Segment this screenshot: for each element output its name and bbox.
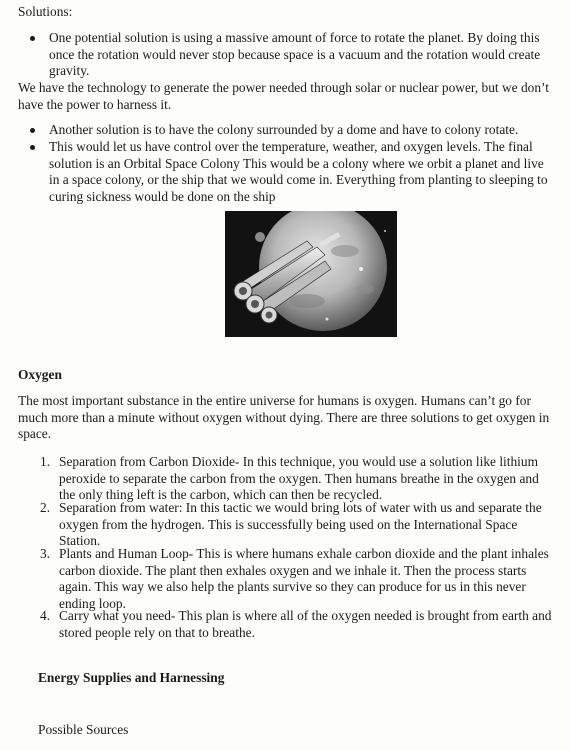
solution-bullet-3 [30, 139, 552, 205]
bullet-icon [30, 145, 35, 150]
possible-sources-label: Possible Sources [38, 722, 129, 737]
bullet-icon [30, 128, 35, 133]
oxygen-intro: The most important substance in the entire universe for humans is oxygen. Humans can’t go for much more than a minute without oxygen without dying. There are three solutions to get oxygen in space. [18, 393, 550, 442]
oxygen-list-item-1 [40, 454, 552, 504]
solution-bullet-1 [30, 30, 552, 80]
list-item-text: Separation from Carbon Dioxide- In this technique, you would use a solution like lithium peroxide to separate the carbon from the oxygen. Then humans breathe in the oxygen and the only thing left is the carbon, which can then be recycled. [59, 454, 539, 503]
oxygen-list-item-2 [40, 500, 552, 550]
oxygen-list-item-4 [40, 608, 552, 641]
oxygen-heading: Oxygen [18, 367, 62, 382]
list-number: 4. [40, 608, 51, 623]
solution-bullet-2 [30, 122, 552, 139]
solutions-paragraph: We have the technology to generate the power needed through solar or nuclear power, but we don’t have the power to harness it. [18, 80, 549, 112]
bullet-icon [30, 36, 35, 41]
solutions-heading: Solutions: [18, 4, 73, 19]
moon [255, 232, 265, 242]
space-colony-image [225, 211, 397, 337]
spaceship-planet-illustration [225, 211, 397, 337]
energy-heading: Energy Supplies and Harnessing [38, 670, 225, 685]
list-number: 1. [40, 454, 51, 469]
oxygen-list-item-3 [40, 546, 552, 612]
bullet-text: This would let us have control over the temperature, weather, and oxygen levels. The final solution is an Orbital Space Colony This would be a colony where we orbit a planet and live in a space colony, or the ship that we would come in. Everything from planting to sleeping to curing sickness would be done on the ship [49, 139, 548, 204]
list-number: 2. [40, 500, 51, 515]
list-number: 3. [40, 546, 51, 561]
list-item-text: Plants and Human Loop- This is where humans exhale carbon dioxide and the plant inhales carbon dioxide. The plant then exhales oxygen and we inhale it. Then the process starts again. This way we also help the plants survive so they can produce for us in this never ending loop. [59, 546, 549, 611]
bullet-text: Another solution is to have the colony surrounded by a dome and have to colony rotate. [49, 122, 519, 137]
list-item-text: Carry what you need- This plan is where all of the oxygen needed is brought from earth and stored people rely on that to breathe. [59, 608, 552, 640]
bullet-text: One potential solution is using a massive amount of force to rotate the planet. By doing this once the rotation would never stop because space is a vacuum and the rotation would create gravity. [49, 30, 541, 79]
list-item-text: Separation from water: In this tactic we would bring lots of water with us and separate the oxygen from the hydrogen. This is successfully being used on the International Space Station. [59, 500, 542, 549]
